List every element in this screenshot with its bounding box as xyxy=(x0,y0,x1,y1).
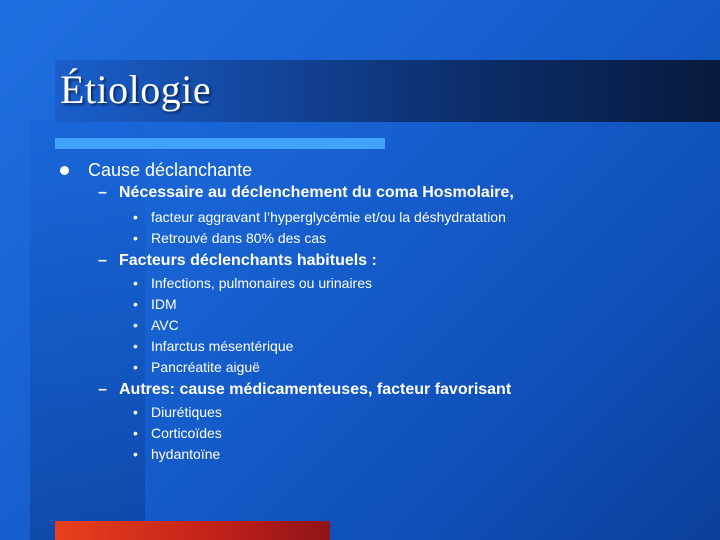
list-marker: • xyxy=(133,425,138,441)
list-item-text: Diurétiques xyxy=(151,404,222,420)
decorative-title-underline xyxy=(55,138,385,149)
list-marker: • xyxy=(133,317,138,333)
decorative-bottom-bar xyxy=(55,521,330,540)
list-item-text: Pancréatite aiguë xyxy=(151,359,260,375)
slide-title: Étiologie xyxy=(60,67,212,112)
section-heading-text: Autres: cause médicamenteuses, facteur favorisant xyxy=(119,381,512,398)
bullet-dot-icon xyxy=(60,166,69,175)
list-item-text: facteur aggravant l’hyperglycémie et/ou la déshydratation xyxy=(151,209,506,225)
list-marker: • xyxy=(133,446,138,462)
list-marker: • xyxy=(133,359,138,375)
list-marker: • xyxy=(133,209,138,225)
list-marker: • xyxy=(133,296,138,312)
list-marker: • xyxy=(133,338,138,354)
list-item-text: Retrouvé dans 80% des cas xyxy=(151,230,327,246)
list-marker: • xyxy=(133,230,138,246)
list-item-text: IDM xyxy=(151,296,177,312)
section-heading-text: Facteurs déclenchants habituels : xyxy=(119,252,377,269)
decorative-left-band xyxy=(30,120,145,540)
dash-marker: – xyxy=(98,184,107,201)
list-item-text: Corticoïdes xyxy=(151,425,222,441)
bullet-text: Cause déclanchante xyxy=(88,160,253,180)
list-marker: • xyxy=(133,404,138,420)
dash-marker: – xyxy=(98,252,107,269)
list-item-text: Infarctus mésentérique xyxy=(151,338,294,354)
list-item-text: AVC xyxy=(151,317,179,333)
section-heading-text: Nécessaire au déclenchement du coma Hosmolaire, xyxy=(119,184,514,201)
list-item-text: Infections, pulmonaires ou urinaires xyxy=(151,275,373,291)
dash-marker: – xyxy=(98,381,107,398)
list-item-text: hydantoïne xyxy=(151,446,221,462)
list-marker: • xyxy=(133,275,138,291)
